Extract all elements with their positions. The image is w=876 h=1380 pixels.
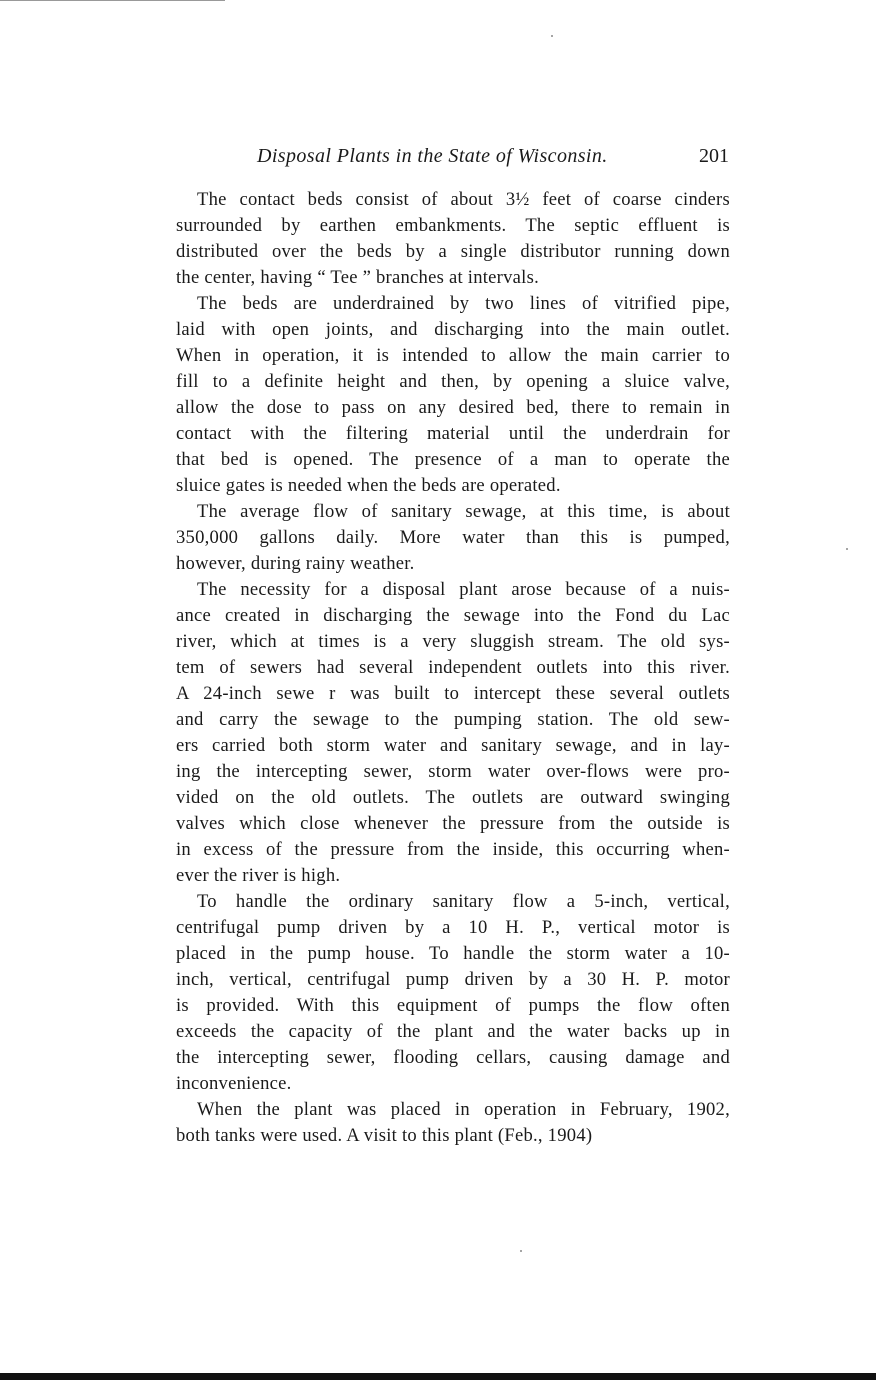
paragraph: [155, 187, 730, 291]
text-line: A 24-inch sewe r was built to intercept these several outlets: [176, 683, 730, 704]
text-line: both tanks were used. A visit to this plant (Feb., 1904): [176, 1125, 593, 1146]
text-line: distributed over the beds by a single distributor running down: [176, 241, 730, 262]
text-line: The average flow of sanitary sewage, at this time, is about: [197, 501, 730, 522]
paragraph: [155, 577, 730, 889]
text-line: sluice gates is needed when the beds are operated.: [176, 475, 561, 496]
scan-speck: [520, 1250, 522, 1252]
text-line: exceeds the capacity of the plant and the water backs up in: [176, 1021, 730, 1042]
text-line: vided on the old outlets. The outlets are outward swinging: [176, 787, 730, 808]
page-number: 201: [699, 145, 729, 167]
scan-speck: [551, 35, 553, 37]
paragraph: [155, 291, 730, 499]
scan-speck: [846, 548, 848, 550]
text-line: centrifugal pump driven by a 10 H. P., vertical motor is: [176, 917, 730, 938]
text-line: ever the river is high.: [176, 865, 341, 886]
text-line: When in operation, it is intended to allow the main carrier to: [176, 345, 730, 366]
text-line: allow the dose to pass on any desired bed, there to remain in: [176, 397, 730, 418]
text-line: that bed is opened. The presence of a man to operate the: [176, 449, 730, 470]
text-line: ing the intercepting sewer, storm water over-flows were pro-: [176, 761, 730, 782]
text-line: The necessity for a disposal plant arose because of a nuis-: [197, 579, 730, 600]
text-line: inconvenience.: [176, 1073, 292, 1094]
text-line: tem of sewers had several independent outlets into this river.: [176, 657, 730, 678]
text-line: surrounded by earthen embankments. The septic effluent is: [176, 215, 730, 236]
text-line: in excess of the pressure from the inside, this occurring when-: [176, 839, 730, 860]
body-text: [155, 187, 730, 1149]
text-line: The beds are underdrained by two lines of vitrified pipe,: [197, 293, 730, 314]
top-edge-rule: [0, 0, 225, 1]
text-line: the center, having “ Tee ” branches at intervals.: [176, 267, 539, 288]
text-line: contact with the filtering material until the underdrain for: [176, 423, 730, 444]
paragraph: [155, 499, 730, 577]
text-line: valves which close whenever the pressure from the outside is: [176, 813, 730, 834]
text-line: To handle the ordinary sanitary flow a 5-inch, vertical,: [197, 891, 730, 912]
text-line: is provided. With this equipment of pumps the flow often: [176, 995, 730, 1016]
paragraph: [155, 889, 730, 1097]
text-line: river, which at times is a very sluggish stream. The old sys-: [176, 631, 730, 652]
running-title: Disposal Plants in the State of Wisconsin.: [257, 145, 608, 167]
text-line: The contact beds consist of about 3½ feet of coarse cinders: [197, 189, 730, 210]
text-line: laid with open joints, and discharging into the main outlet.: [176, 319, 730, 340]
text-line: ance created in discharging the sewage into the Fond du Lac: [176, 605, 730, 626]
text-line: and carry the sewage to the pumping station. The old sew-: [176, 709, 730, 730]
paragraph: [155, 1097, 730, 1149]
text-line: When the plant was placed in operation in February, 1902,: [197, 1099, 730, 1120]
running-head: [257, 145, 729, 171]
bottom-edge-rule: [0, 1373, 876, 1380]
text-line: however, during rainy weather.: [176, 553, 415, 574]
text-line: fill to a definite height and then, by opening a sluice valve,: [176, 371, 730, 392]
text-line: placed in the pump house. To handle the storm water a 10-: [176, 943, 730, 964]
text-line: 350,000 gallons daily. More water than this is pumped,: [176, 527, 730, 548]
text-line: ers carried both storm water and sanitary sewage, and in lay-: [176, 735, 730, 756]
text-line: inch, vertical, centrifugal pump driven by a 30 H. P. motor: [176, 969, 730, 990]
text-line: the intercepting sewer, flooding cellars, causing damage and: [176, 1047, 730, 1068]
